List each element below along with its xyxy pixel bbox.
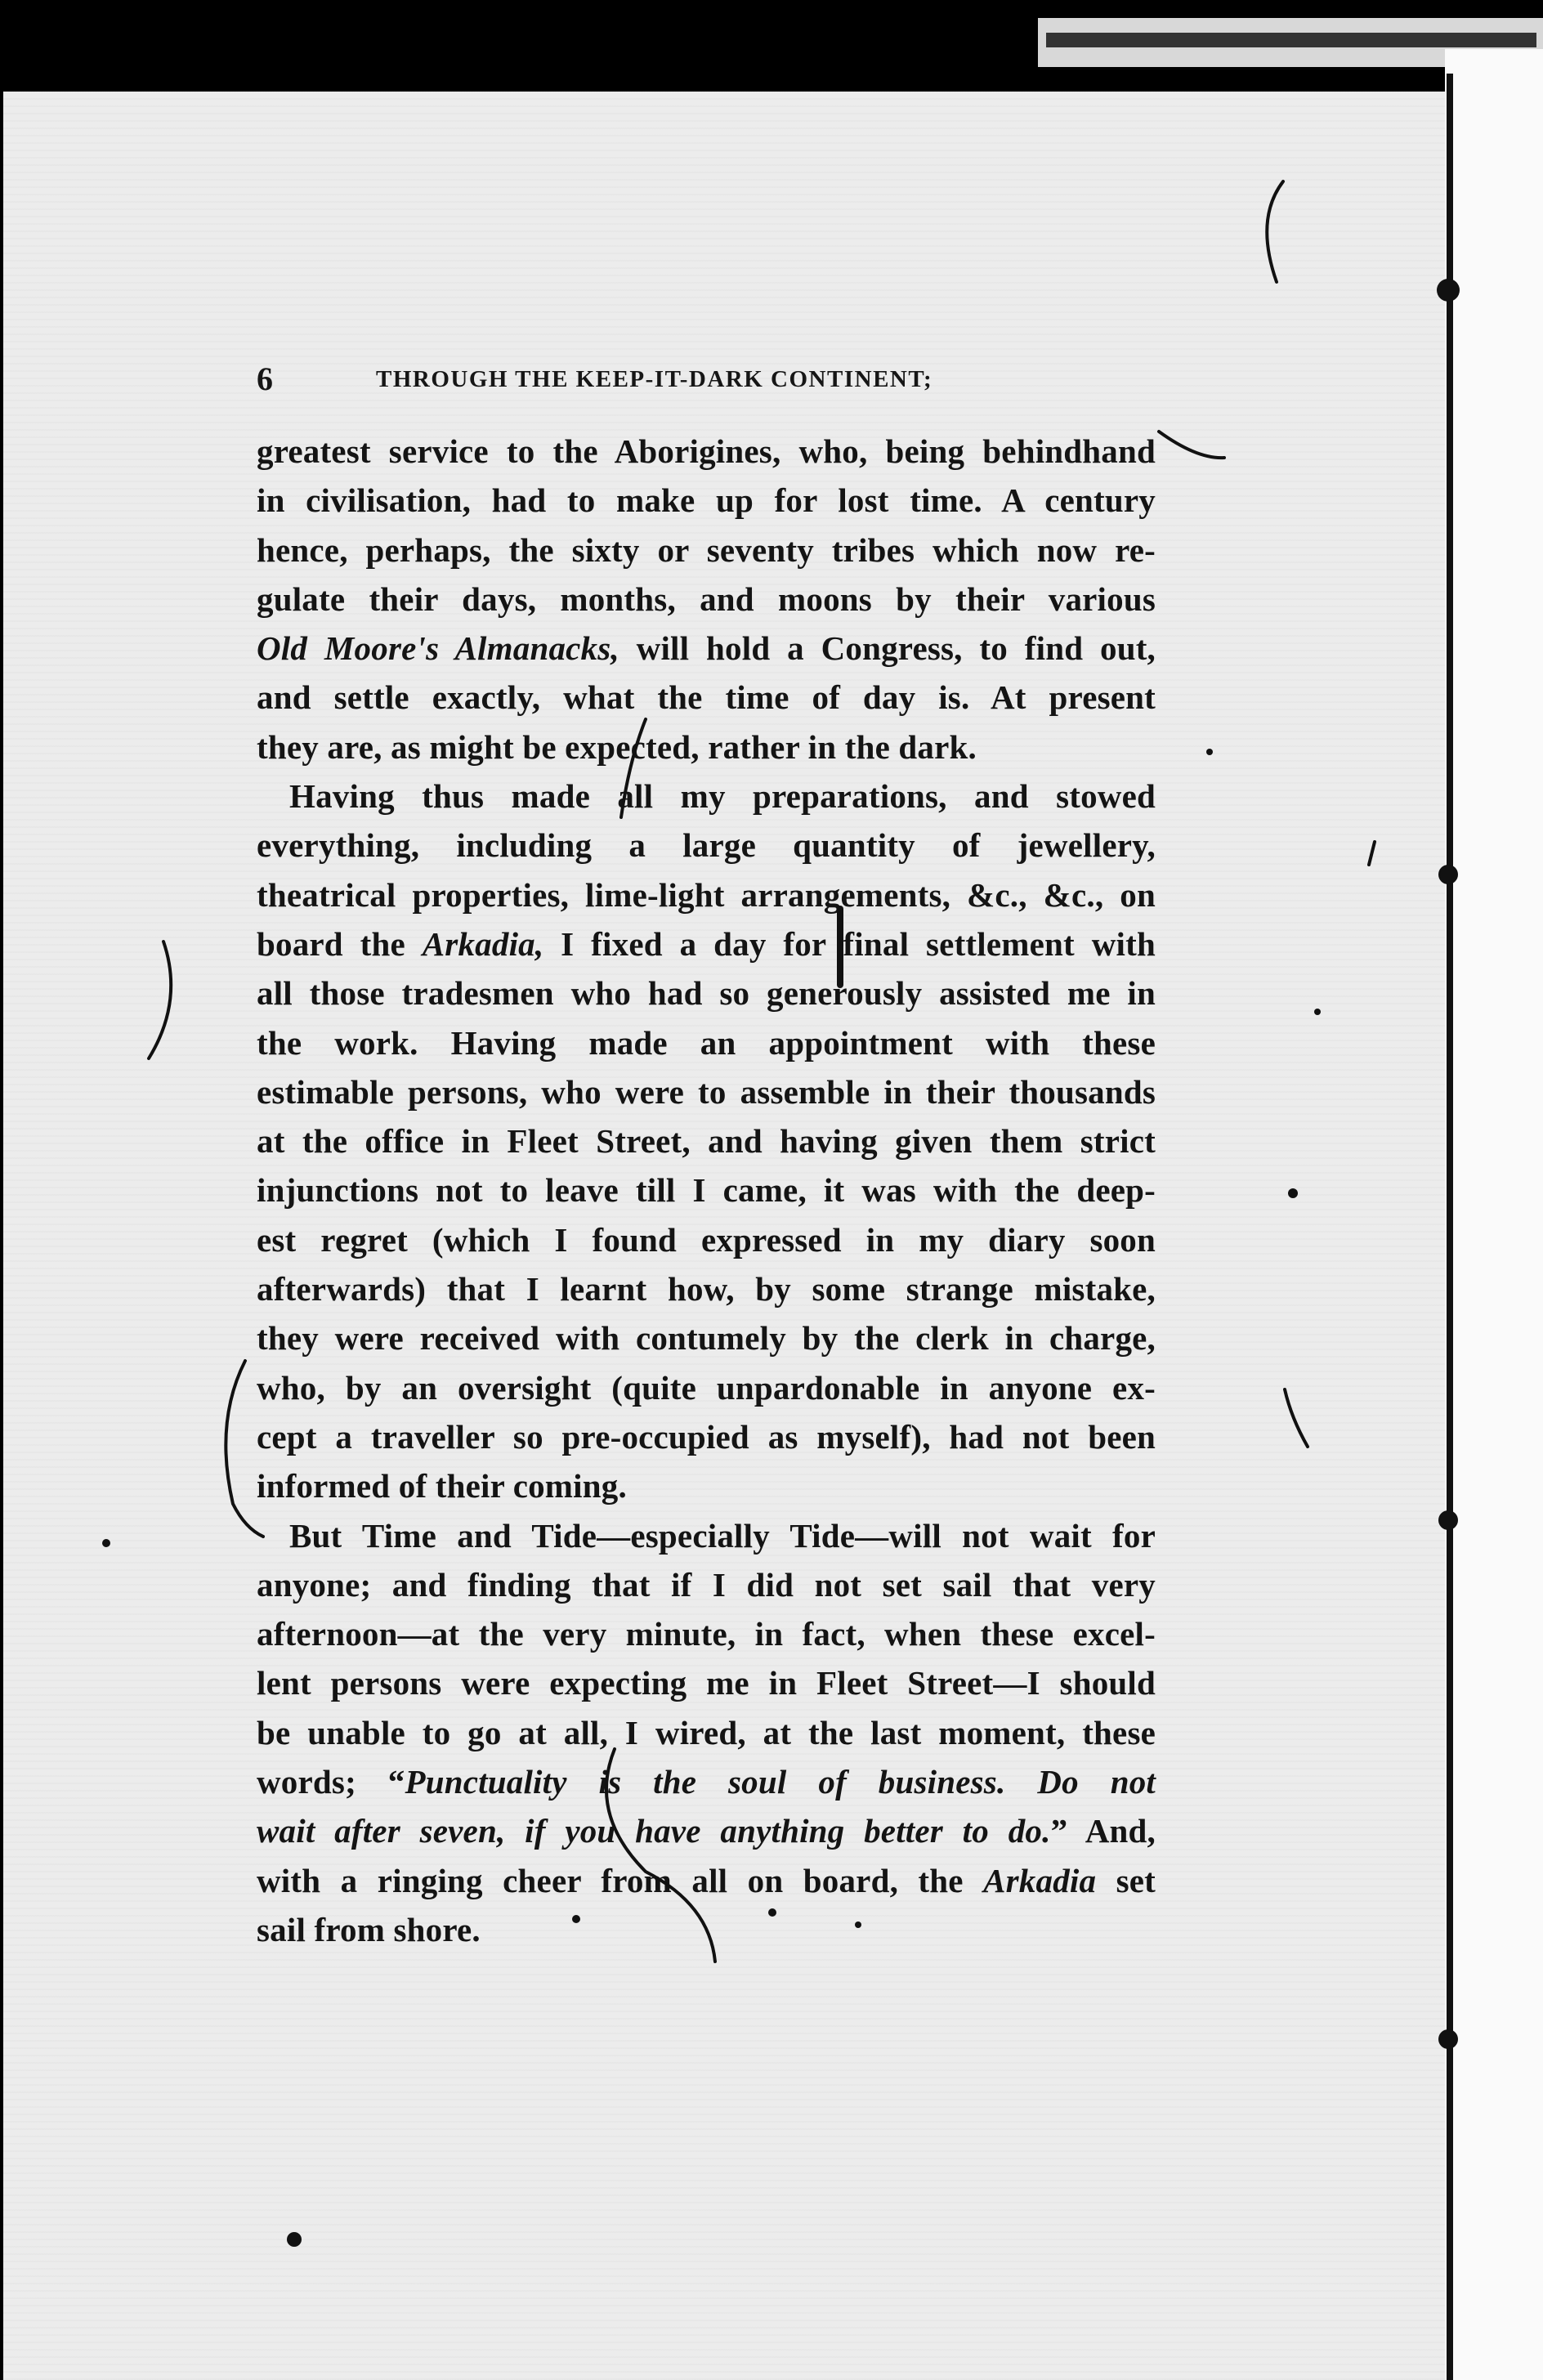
text-line — [257, 624, 1156, 673]
text-run: all those tradesmen who had so generously assisted me in — [257, 974, 1156, 1013]
text-line — [257, 870, 1156, 919]
text-line — [257, 1116, 1156, 1165]
text-line — [257, 526, 1156, 575]
text-run: I fixed a day for final settlement with — [543, 924, 1156, 963]
text-run: the work. Having made an appointment with these — [257, 1023, 1156, 1062]
text-line — [257, 1215, 1156, 1264]
text-line — [257, 821, 1156, 870]
text-run: set — [1096, 1861, 1156, 1899]
text-run: anyone; and finding that if I did not set sail that very — [257, 1565, 1156, 1604]
text-line — [257, 722, 1156, 772]
text-run: ” And, — [1050, 1812, 1156, 1850]
text-line — [257, 1658, 1156, 1707]
text-run: lent persons were expecting me in Fleet Street—I should — [257, 1664, 1156, 1702]
text-line — [257, 1018, 1156, 1067]
text-line — [257, 1412, 1156, 1461]
text-run: they were received with contumely by the clerk in charge, — [257, 1319, 1156, 1358]
text-line — [257, 427, 1156, 476]
text-line — [257, 1609, 1156, 1658]
text-line — [257, 1165, 1156, 1215]
page-spine — [1445, 49, 1543, 2380]
page-number: 6 — [257, 360, 273, 397]
text-run: greatest service to the Aborigines, who, being behindhand — [257, 432, 1156, 470]
text-run: But Time and Tide—especially Tide—will not wait for — [289, 1516, 1156, 1555]
italic-text-run: wait after seven, if you have anything better to do. — [257, 1812, 1051, 1850]
text-line — [257, 1757, 1156, 1806]
text-line — [257, 1264, 1156, 1313]
text-line — [257, 1708, 1156, 1757]
text-run: Having thus made all my preparations, and stowed — [289, 777, 1156, 816]
text-run: with a ringing cheer from all on board, the — [257, 1861, 984, 1899]
italic-text-run: Arkadia — [983, 1861, 1097, 1899]
text-line — [257, 969, 1156, 1018]
text-run: who, by an oversight (quite unpardonable in anyone ex- — [257, 1368, 1156, 1407]
text-line — [257, 673, 1156, 722]
text-run: everything, including a large quantity of jewellery, — [257, 826, 1156, 865]
text-line — [257, 1560, 1156, 1609]
page-header — [257, 360, 1164, 409]
text-run: cept a traveller so pre-occupied as myself), had not been — [257, 1417, 1156, 1456]
text-run: est regret (which I found expressed in my diary soon — [257, 1220, 1156, 1259]
text-line — [257, 1856, 1156, 1905]
text-line — [257, 1806, 1156, 1855]
text-run: at the office in Fleet Street, and having given them strict — [257, 1122, 1156, 1161]
text-run: afterwards) that I learnt how, by some strange mistake, — [257, 1270, 1156, 1309]
text-run: informed of their coming. — [257, 1467, 627, 1505]
text-run: board the — [257, 924, 423, 963]
text-run: words; “ — [257, 1763, 405, 1801]
text-run: and settle exactly, what the time of day is. At present — [257, 678, 1156, 717]
text-run: they are, as might be expected, rather in the dark. — [257, 727, 977, 766]
text-line — [257, 1313, 1156, 1362]
text-run: will hold a Congress, to find out, — [619, 629, 1156, 668]
text-line — [257, 1461, 1156, 1510]
text-run: be unable to go at all, I wired, at the last moment, these — [257, 1713, 1156, 1751]
italic-text-run: Punctuality is the soul of business. Do not — [405, 1763, 1156, 1801]
running-head: THROUGH THE KEEP-IT-DARK CONTINENT; — [376, 366, 933, 392]
text-line — [257, 1905, 1156, 1954]
text-run: estimable persons, who were to assemble in their thousands — [257, 1072, 1156, 1111]
text-line — [257, 575, 1156, 624]
text-line — [257, 1067, 1156, 1116]
text-run: hence, perhaps, the sixty or seventy tribes which now re- — [257, 530, 1156, 569]
text-line — [257, 919, 1156, 969]
italic-text-run: Old Moore's Almanacks, — [257, 629, 619, 668]
text-run: sail from shore. — [257, 1910, 481, 1948]
text-run: gulate their days, months, and moons by their various — [257, 579, 1156, 618]
text-line — [257, 772, 1156, 821]
text-run: afternoon—at the very minute, in fact, when these excel- — [257, 1615, 1156, 1653]
text-run: injunctions not to leave till I came, it was with the deep- — [257, 1171, 1156, 1210]
scan-edge-shadow — [1046, 33, 1536, 47]
text-run: in civilisation, had to make up for lost time. A century — [257, 481, 1156, 520]
body-text — [257, 427, 1156, 1954]
text-line — [257, 1363, 1156, 1412]
text-line — [257, 1511, 1156, 1560]
text-run: theatrical properties, lime-light arrangements, &c., &c., on — [257, 875, 1156, 914]
spine-binding-line — [1447, 74, 1453, 2380]
italic-text-run: Arkadia, — [422, 924, 544, 963]
text-line — [257, 476, 1156, 525]
